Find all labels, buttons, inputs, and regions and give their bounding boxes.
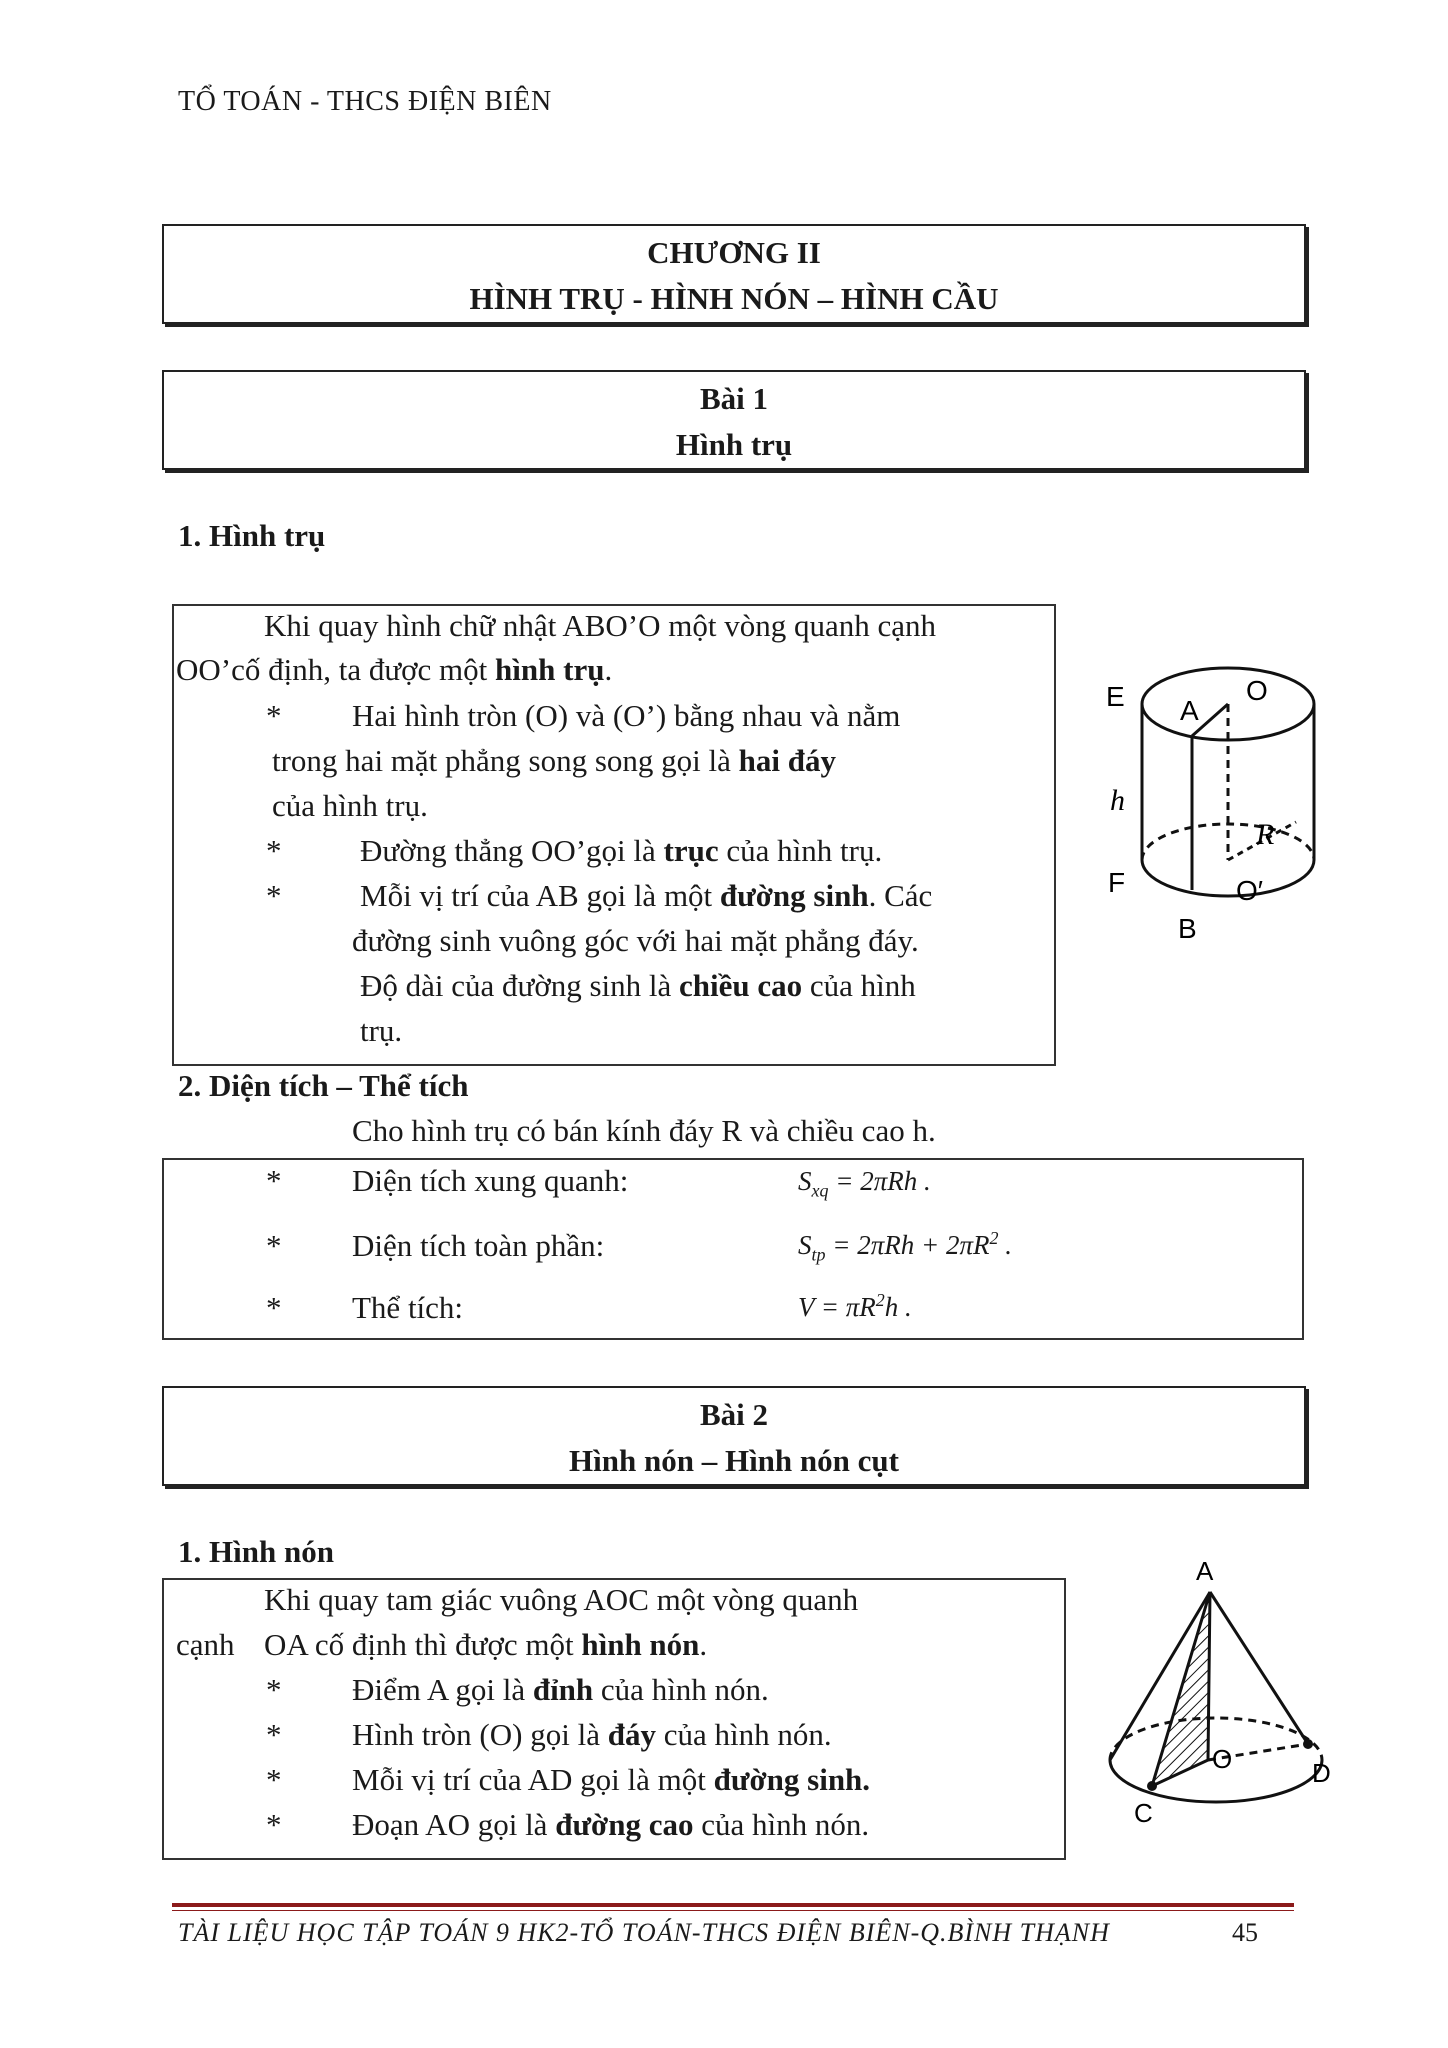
cylinder-bullet2: Đường thẳng OO’gọi là trục của hình trụ. xyxy=(360,833,883,868)
label-O: O xyxy=(1212,1744,1233,1774)
cylinder-figure xyxy=(1100,660,1340,960)
lesson1-title-box xyxy=(162,370,1306,470)
page-number: 45 xyxy=(1232,1918,1258,1947)
label-O-prime: O′ xyxy=(1236,875,1264,906)
bullet-star: * xyxy=(266,878,282,913)
cylinder-bullet1-line2: trong hai mặt phẳng song song gọi là hai đáy xyxy=(272,743,837,778)
cylinder-def-line2: OO’cố định, ta được một hình trụ. xyxy=(176,652,613,687)
cylinder-bullet3-line2: đường sinh vuông góc với hai mặt phẳng đáy. xyxy=(352,923,919,958)
label-D: D xyxy=(1312,1758,1331,1788)
cylinder-bullet3-line3: Độ dài của đường sinh là chiều cao của hình xyxy=(360,968,916,1003)
bullet-star: * xyxy=(266,698,282,733)
label-h: h xyxy=(1110,784,1125,817)
bullet-star: * xyxy=(266,1290,282,1325)
bullet-star: * xyxy=(266,1762,282,1797)
label-R: R xyxy=(1256,818,1275,851)
cylinder-bullet3-line1: Mỗi vị trí của AB gọi là một đường sinh. Các xyxy=(360,878,933,913)
bullet-star: * xyxy=(266,1807,282,1842)
cone-bullet4: Đoạn AO gọi là đường cao của hình nón. xyxy=(352,1807,870,1842)
point-D xyxy=(1303,1739,1313,1749)
label-F: F xyxy=(1108,867,1126,898)
total-area-label: Diện tích toàn phần: xyxy=(352,1228,605,1263)
cone-def-line2: OA cố định thì được một hình nón. xyxy=(264,1627,708,1662)
page-header: TỔ TOÁN - THCS ĐIỆN BIÊN xyxy=(178,86,552,117)
footer-rule-thin xyxy=(172,1910,1294,1911)
lateral-area-label: Diện tích xung quanh: xyxy=(352,1163,629,1198)
formula-intro: Cho hình trụ có bán kính đáy R và chiều cao h. xyxy=(352,1113,936,1148)
chapter-number: CHƯƠNG II xyxy=(647,235,821,270)
volume-label: Thể tích: xyxy=(352,1290,464,1325)
label-E: E xyxy=(1106,681,1125,712)
label-B: B xyxy=(1178,913,1197,944)
cylinder-def-line1: Khi quay hình chữ nhật ABO’O một vòng quanh cạnh xyxy=(264,608,937,643)
bullet-star: * xyxy=(266,1228,282,1263)
cone-bullet2: Hình tròn (O) gọi là đáy của hình nón. xyxy=(352,1717,832,1752)
section-area-volume-heading: 2. Diện tích – Thể tích xyxy=(178,1068,469,1103)
cone-figure xyxy=(1090,1550,1350,1850)
cone-def-word-canh: cạnh xyxy=(176,1627,235,1662)
cone-bullet3: Mỗi vị trí của AD gọi là một đường sinh. xyxy=(352,1762,871,1797)
lesson2-title: Hình nón – Hình nón cụt xyxy=(569,1443,899,1478)
section-cylinder-heading: 1. Hình trụ xyxy=(178,518,326,553)
total-area-formula: $S_{tp} = 2\pi Rh + 2\pi R^2$ . xyxy=(798,1228,1012,1265)
lesson1-title: Hình trụ xyxy=(675,427,793,462)
lateral-area-formula: $S_{xq} = 2\pi Rh$ . xyxy=(798,1166,931,1201)
label-A: A xyxy=(1196,1556,1214,1586)
formulas-box xyxy=(162,1158,1304,1340)
cone-bullet1: Điểm A gọi là đỉnh của hình nón. xyxy=(352,1672,769,1707)
bullet-star: * xyxy=(266,1672,282,1707)
chapter-title-box xyxy=(162,224,1306,324)
point-C xyxy=(1147,1781,1157,1791)
cone-def-line1: Khi quay tam giác vuông AOC một vòng quanh xyxy=(264,1582,859,1617)
cylinder-bullet3-line4: trụ. xyxy=(360,1013,403,1048)
bullet-star: * xyxy=(266,1717,282,1752)
bullet-star: * xyxy=(266,1163,282,1198)
lesson1-number: Bài 1 xyxy=(699,381,769,416)
footer-rule xyxy=(172,1903,1294,1907)
section-cone-heading: 1. Hình nón xyxy=(178,1534,334,1569)
footer-text: TÀI LIỆU HỌC TẬP TOÁN 9 HK2-TỔ TOÁN-THCS ĐIỆN BIÊN-Q.BÌNH THẠNH xyxy=(178,1918,1110,1947)
label-O: O xyxy=(1246,675,1268,706)
cylinder-bullet1-line1: Hai hình tròn (O) và (O’) bằng nhau và nằm xyxy=(352,698,901,733)
lesson2-number: Bài 2 xyxy=(699,1397,769,1432)
label-C: C xyxy=(1134,1798,1153,1828)
label-A: A xyxy=(1180,695,1199,726)
chapter-title: HÌNH TRỤ - HÌNH NÓN – HÌNH CẦU xyxy=(469,281,999,316)
lesson2-title-box xyxy=(162,1386,1306,1486)
bullet-star: * xyxy=(266,833,282,868)
cylinder-bullet1-line3: của hình trụ. xyxy=(272,788,428,823)
volume-formula: $V = \pi R^2h$ . xyxy=(798,1290,912,1322)
